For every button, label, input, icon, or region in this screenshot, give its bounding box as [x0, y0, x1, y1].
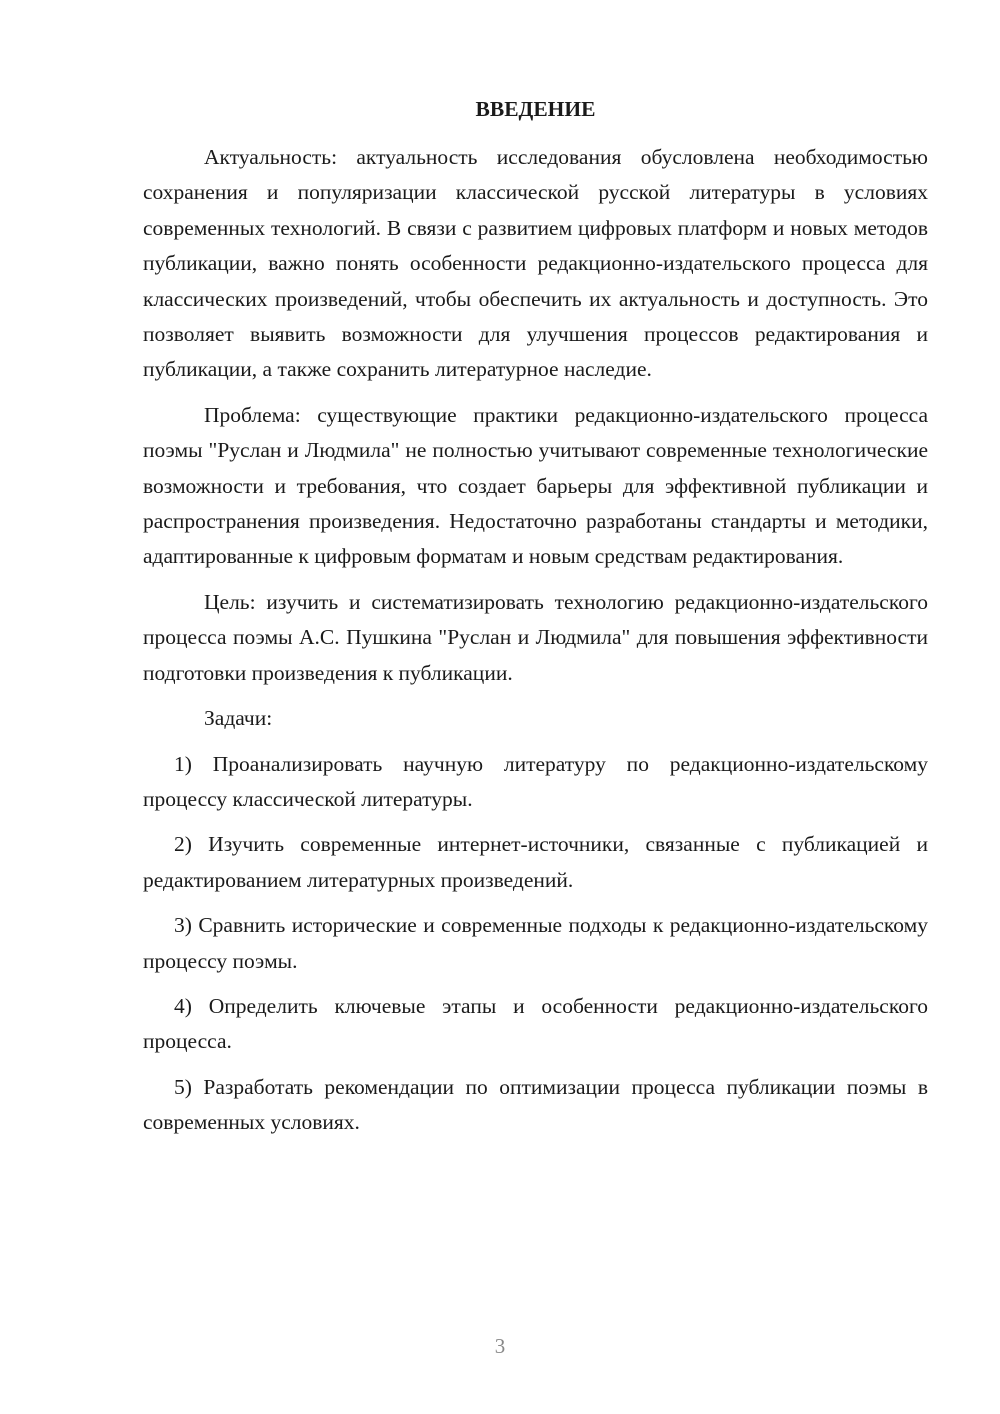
task-item-2: 2) Изучить современные интернет-источники, связанные с публикацией и редактированием литературных произведений. — [143, 832, 928, 892]
document-page — [143, 92, 928, 1151]
task-item-1: 1) Проанализировать научную литературу по редакционно-издательскому процессу классической литературы. — [143, 751, 928, 811]
task-item-4: 4) Определить ключевые этапы и особенности редакционно-издательского процесса. — [143, 993, 928, 1054]
problem-paragraph: Проблема: существующие практики редакционно-издательского процесса поэмы "Руслан и Людмила" не полностью учитывают современные технологические возможности и требования, что создает барьеры для эффективной публикации и распространения произведения. Недостаточно разработаны стандарты и методики, адаптированные к цифровым форматам и новым средствам редактирования. — [143, 402, 928, 569]
goal-paragraph: Цель: изучить и систематизировать технологию редакционно-издательского процесса поэмы А.С. Пушкина "Руслан и Людмила" для повышения эффективности подготовки произведения к публикации. — [143, 589, 928, 685]
task-item-3: 3) Сравнить исторические и современные подходы к редакционно-издательскому процессу поэмы. — [143, 913, 928, 973]
tasks-label: Задачи: — [204, 706, 273, 731]
task-item-5: 5) Разработать рекомендации по оптимизации процесса публикации поэмы в современных условиях. — [143, 1074, 928, 1135]
page-number: 3 — [494, 1334, 506, 1358]
section-heading: ВВЕДЕНИЕ — [475, 97, 596, 121]
relevance-paragraph: Актуальность: актуальность исследования обусловлена необходимостью сохранения и популяризации классической русской литературы в условиях современных технологий. В связи с развитием цифровых платформ и новых методов публикации, важно понять особенности редакционно-издательского процесса для классических произведений, чтобы обеспечить их актуальность и доступность. Это позволяет выявить возможности для улучшения процессов редактирования и публикации, а также сохранить литературное наследие. — [143, 145, 928, 382]
